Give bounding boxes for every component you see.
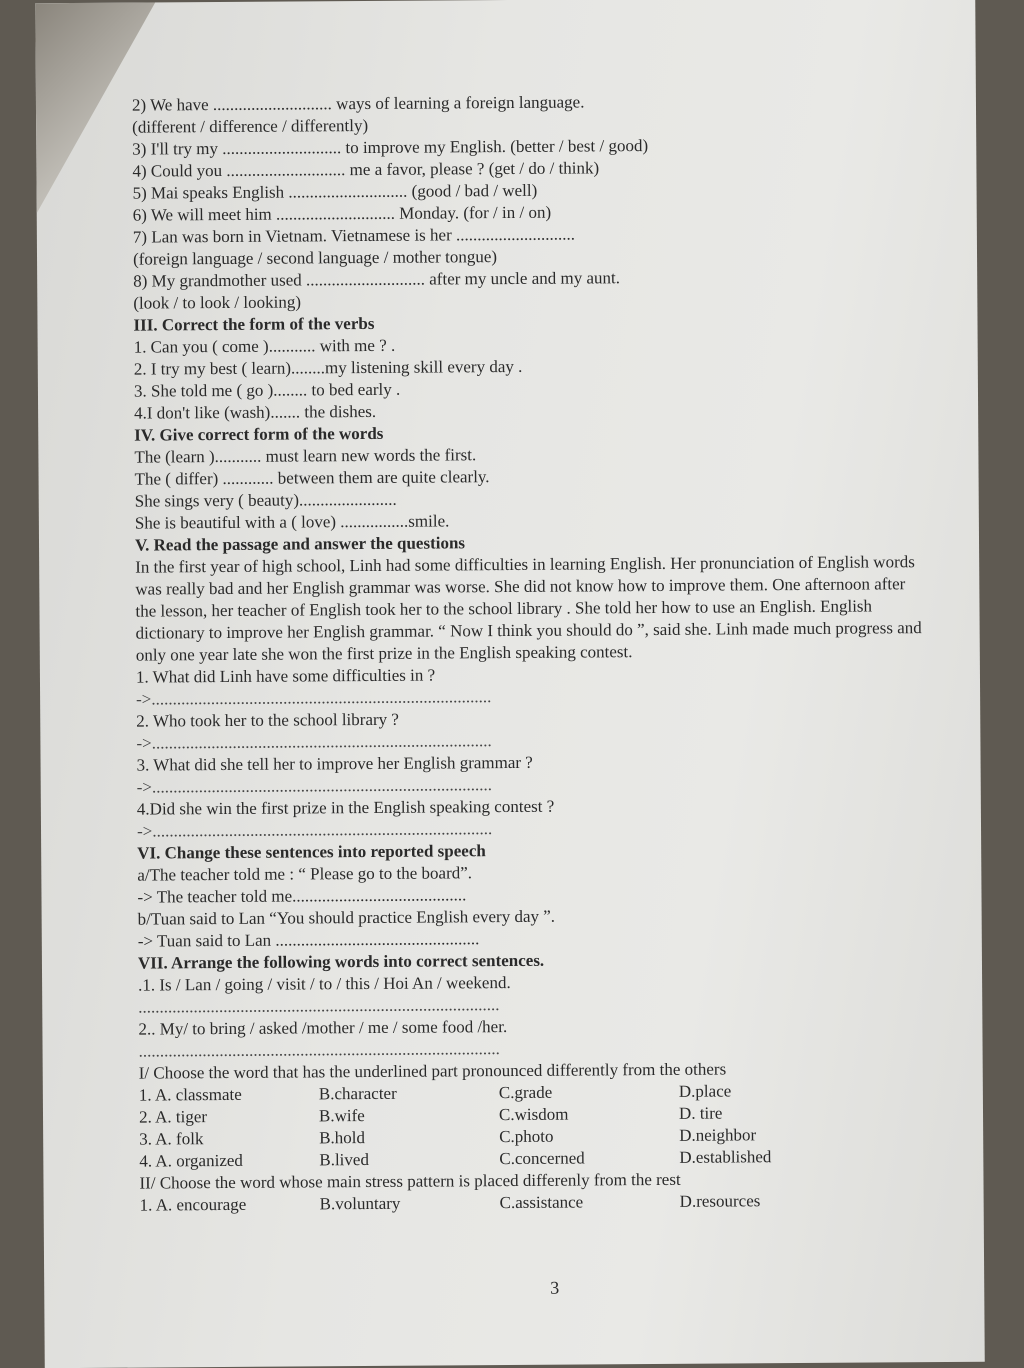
s2-line-1: 2) We have ............................ ways of learning a foreign language. [131,92,585,115]
pron-1b: B.character [318,1083,397,1104]
s2-line-5: 5) Mai speaks English ............................ (good / bad / well) [132,180,538,203]
s5-q3: 3. What did she tell her to improve her English grammar ? [136,752,533,775]
stress-1d: D.resources [679,1191,761,1211]
s3-q2: 2. I try my best ( learn)........my listening skill every day . [133,356,523,379]
pron-4c: C.concerned [499,1148,585,1169]
s5-q2: 2. Who took her to the school library ? [136,709,399,731]
s2-line-6: 6) We will meet him ............................ Monday. (for / in / on) [132,202,552,225]
paper-sheet [35,0,985,1368]
pron-4a: 4. A. organized [139,1150,243,1171]
s3-q3: 3. She told me ( go )........ to bed early . [133,379,401,401]
stress-1b: B.voluntary [319,1193,401,1214]
s4-q1: The (learn )........... must learn new words the first. [134,445,477,467]
s7-answer-2: ..................................................................................... [138,1039,500,1061]
s6-a-answer: -> The teacher told me......................................... [137,885,467,907]
s5-answer-2: ->................................................................................ [136,731,492,753]
pron-3b: B.hold [319,1128,366,1148]
s2-line-9: 8) My grandmother used ............................ after my uncle and my aunt. [133,268,621,291]
pron-4b: B.lived [319,1149,369,1170]
s4-q2: The ( differ) ............ between them are quite clearly. [134,467,490,489]
section-7-title: VII. Arrange the following words into correct sentences. [137,950,545,973]
s7-q1: .1. Is / Lan / going / visit / to / this / Hoi An / weekend. [138,973,511,995]
s7-q2: 2.. My/ to bring / asked /mother / me / some food /her. [138,1017,508,1039]
s3-q1: 1. Can you ( come )........... with me ? . [133,335,396,357]
s4-q3: She sings very ( beauty)....................... [134,489,397,511]
pron-3d: D.neighbor [679,1125,757,1145]
pron-3a: 3. A. folk [139,1129,204,1149]
pron-1c: C.grade [498,1082,553,1103]
page-number: 3 [550,1277,560,1298]
pron-1a: 1. A. classmate [138,1084,242,1105]
pron-2d: D. tire [678,1103,723,1123]
s7-answer-1: ..................................................................................... [138,995,500,1017]
reading-passage: In the first year of high school, Linh had some difficulties in learning English. Her pronunciation of English words was really bad and her English grammar was worse. She did not know how to improve them. One afternoon after the lesson, her teacher of English took her to the school library . She told her how to use an English. English dictionary to improve her English grammar. “ Now I think you should do ”, said she. Linh made much progress and only one year late she won the first prize in the English speaking contest. [135,552,922,665]
pron-4d: D.established [679,1147,772,1167]
section-4-title: IV. Give correct form of the words [134,423,384,445]
s4-q4: She is beautiful with a ( love) ................smile. [134,511,450,533]
s2-line-10: (look / to look / looking) [133,292,302,313]
section-6-title: VI. Change these sentences into reported speech [137,841,486,863]
s5-answer-1: ->................................................................................ [136,687,492,709]
s5-answer-3: ->................................................................................ [136,775,493,797]
s2-line-2: (different / difference / differently) [132,115,369,137]
worksheet-content [132,89,940,1217]
pron-1d: D.place [678,1081,732,1101]
pronunciation-title: I/ Choose the word that has the underlined part pronounced differently from the others [138,1059,727,1083]
stress-row-1 [140,1189,940,1217]
section-3-title: III. Correct the form of the verbs [133,313,375,335]
pron-2a: 2. A. tiger [138,1107,208,1127]
pron-2c: C.wisdom [498,1104,569,1125]
s2-line-3: 3) I'll try my ............................ to improve my English. (better / best / good) [132,136,649,159]
s6-b: b/Tuan said to Lan “You should practice English every day ”. [137,906,556,929]
s5-q1: 1. What did Linh have some difficulties in ? [135,665,436,687]
s6-b-answer: -> Tuan said to Lan ................................................ [137,929,480,951]
s2-line-7: 7) Lan was born in Vietnam. Vietnamese is her ............................ [132,224,576,247]
section-5-title: V. Read the passage and answer the questions [134,533,466,555]
s5-q4: 4.Did she win the first prize in the English speaking contest ? [136,796,555,819]
s6-a: a/The teacher told me : “ Please go to the board”. [137,863,473,885]
s2-line-4: 4) Could you ............................ me a favor, please ? (get / do / think) [132,158,600,181]
s2-line-8: (foreign language / second language / mother tongue) [132,247,498,269]
stress-1c: C.assistance [499,1192,584,1213]
stress-1a: 1. A. encourage [139,1194,247,1215]
s3-q4: 4.I don't like (wash)....... the dishes. [134,401,377,423]
s5-answer-4: ->................................................................................ [136,819,493,841]
pron-3c: C.photo [499,1126,554,1147]
stress-title: II/ Choose the word whose main stress pattern is placed differenly from the rest [139,1169,681,1193]
pron-2b: B.wife [318,1106,365,1126]
